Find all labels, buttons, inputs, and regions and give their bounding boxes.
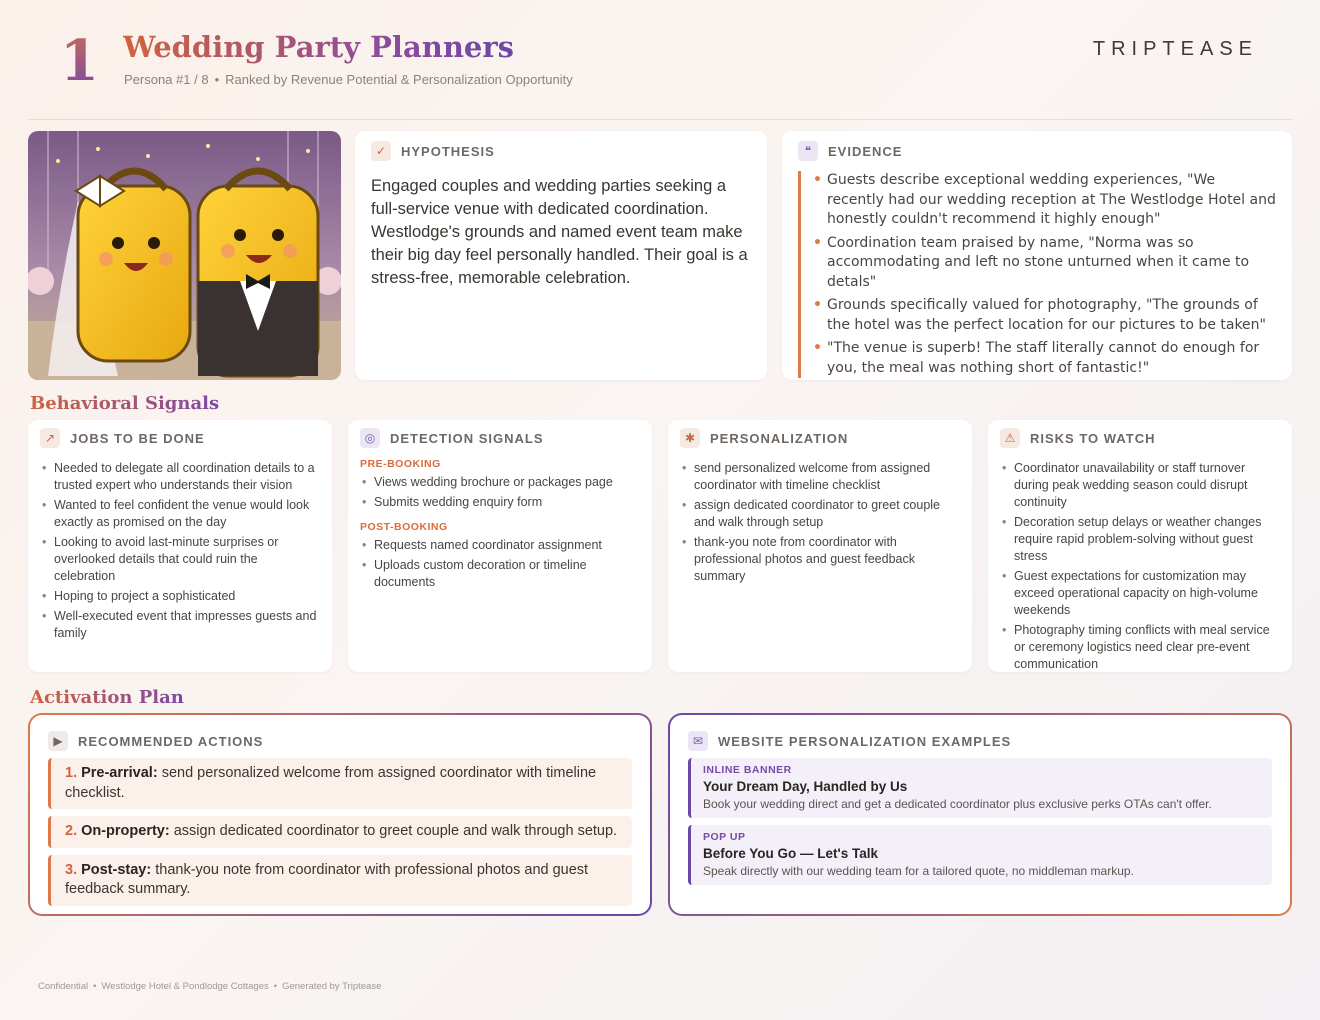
evidence-item: • Coordination team praised by name, "Norma was so accommodating and left no stone unturned when it came to detals": [813, 234, 1276, 293]
list-item: • Wanted to feel confident the venue would look exactly as promised on the day: [40, 497, 320, 531]
list-item: • thank-you note from coordinator with professional photos and guest feedback summary: [680, 534, 960, 585]
list-item: • Uploads custom decoration or timeline documents: [360, 557, 640, 591]
wedding-suitcases-illustration: [28, 131, 341, 380]
evidence-header: [798, 141, 1276, 161]
persona-illustration: [28, 131, 341, 380]
post-booking-label: POST-BOOKING: [360, 521, 448, 533]
persona-count: Persona #1 / 8: [124, 72, 209, 87]
check-icon: ✓: [371, 141, 391, 161]
hypothesis-heading: HYPOTHESIS: [401, 143, 495, 159]
example-body: Book your wedding direct and get a dedicated coordinator plus exclusive perks OTAs can't offer.: [703, 797, 1212, 811]
hypothesis-text: Engaged couples and wedding parties seeking a full-service venue with dedicated coordination. Westlodge's grounds and named event team make their big day feel personally handled. Their goal is a stress-free, memorable celebration.: [371, 177, 748, 287]
website-header: [688, 731, 1272, 751]
example-headline: Before You Go — Let's Talk: [703, 846, 878, 861]
evidence-card: [782, 131, 1292, 380]
list-item: • Guest expectations for customization may exceed operational capacity on high-volume weekends: [1000, 568, 1280, 619]
personalization-heading: PERSONALIZATION: [710, 430, 849, 446]
personalization-list: [680, 460, 960, 585]
actions-header: [48, 731, 632, 751]
evidence-item: • Guests describe exceptional wedding experiences, "We recently had our wedding reception at The Westlodge Hotel and honestly couldn't recommend it highly enough": [813, 171, 1276, 230]
example-pop-up: [688, 825, 1272, 885]
list-item: • Hoping to project a sophisticated: [40, 588, 320, 605]
list-item: • Looking to avoid last-minute surprises or overlooked details that could ruin the celebration: [40, 534, 320, 585]
detection-header: [360, 428, 640, 448]
pre-booking-label: PRE-BOOKING: [360, 458, 441, 470]
example-kind: POP UP: [703, 831, 746, 843]
website-personalization-card: [668, 713, 1292, 916]
recommended-actions-card: [28, 713, 652, 916]
list-item: • Requests named coordinator assignment: [360, 537, 640, 554]
mail-icon: ✉: [688, 731, 708, 751]
behavioral-signals-title: Behavioral Signals: [30, 393, 220, 414]
list-item: • Views wedding brochure or packages page: [360, 474, 640, 491]
jobs-heading: JOBS TO BE DONE: [70, 430, 205, 446]
jobs-card: [28, 420, 332, 672]
activation-plan-title: Activation Plan: [30, 687, 184, 708]
detection-heading: DETECTION SIGNALS: [390, 430, 544, 446]
footer-confidential: Confidential: [38, 981, 89, 992]
list-item: • assign dedicated coordinator to greet couple and walk through setup: [680, 497, 960, 531]
radar-icon: ◎: [360, 428, 380, 448]
page-title: Wedding Party Planners: [123, 30, 514, 64]
page-header: [0, 0, 1320, 120]
action-item: 3. Post-stay: thank-you note from coordinator with professional photos and guest feedback summary.: [48, 855, 632, 906]
recommended-actions-inner: [30, 715, 650, 914]
hypothesis-header: [371, 141, 751, 161]
list-item: • Coordinator unavailability or staff turnover during peak wedding season could disrupt continuity: [1000, 460, 1280, 511]
arrow-up-right-icon: ↗: [40, 428, 60, 448]
hypothesis-card: [355, 131, 767, 380]
persona-number: 1: [60, 28, 99, 94]
list-item: • Decoration setup delays or weather changes require rapid problem-solving without guest stress: [1000, 514, 1280, 565]
post-booking-list: [360, 537, 640, 591]
risks-heading: RISKS TO WATCH: [1030, 430, 1156, 446]
jobs-header: [40, 428, 320, 448]
evidence-item: • Grounds specifically valued for photography, "The grounds of the hotel was the perfect location for our pictures to be taken": [813, 296, 1276, 335]
list-item: • Submits wedding enquiry form: [360, 494, 640, 511]
pre-booking-list: [360, 474, 640, 511]
actions-heading: RECOMMENDED ACTIONS: [78, 733, 264, 749]
jobs-list: [40, 460, 320, 642]
action-item: 1. Pre-arrival: send personalized welcome from assigned coordinator with timeline checklist.: [48, 758, 632, 809]
quote-icon: ❝: [798, 141, 818, 161]
personalization-card: [668, 420, 972, 672]
evidence-list: [798, 171, 1276, 378]
sparkle-icon: ✱: [680, 428, 700, 448]
brand-logo: TRIPTEASE: [1092, 38, 1258, 60]
example-kind: INLINE BANNER: [703, 764, 792, 776]
list-item: • Well-executed event that impresses guests and family: [40, 608, 320, 642]
footer-hotel: Westlodge Hotel & Pondlodge Cottages: [101, 981, 269, 992]
example-headline: Your Dream Day, Handled by Us: [703, 779, 908, 794]
list-item: • Photography timing conflicts with meal service or ceremony logistics need clear pre-event communication: [1000, 622, 1280, 673]
ranking-note: Ranked by Revenue Potential & Personalization Opportunity: [225, 72, 573, 87]
warning-icon: ⚠: [1000, 428, 1020, 448]
website-heading: WEBSITE PERSONALIZATION EXAMPLES: [718, 733, 1012, 749]
website-personalization-inner: [670, 715, 1290, 914]
header-divider: [28, 119, 1293, 120]
risks-header: [1000, 428, 1280, 448]
action-item: 2. On-property: assign dedicated coordinator to greet couple and walk through setup.: [48, 816, 632, 848]
example-inline-banner: [688, 758, 1272, 818]
evidence-item: • "The venue is superb! The staff literally cannot do enough for you, the meal was nothing short of fantastic!": [813, 339, 1276, 378]
evidence-heading: EVIDENCE: [828, 143, 903, 159]
page-subtitle: Persona #1 / 8 • Ranked by Revenue Potential & Personalization Opportunity: [124, 72, 573, 87]
personalization-header: [680, 428, 960, 448]
page-footer: Confidential • Westlodge Hotel & Pondlodge Cottages • Generated by Triptease: [38, 981, 382, 992]
list-item: • Needed to delegate all coordination details to a trusted expert who understands their vision: [40, 460, 320, 494]
risks-card: [988, 420, 1292, 672]
detection-card: [348, 420, 652, 672]
risks-list: [1000, 460, 1280, 673]
play-icon: ▶: [48, 731, 68, 751]
footer-generated: Generated by Triptease: [282, 981, 382, 992]
list-item: • send personalized welcome from assigned coordinator with timeline checklist: [680, 460, 960, 494]
example-body: Speak directly with our wedding team for a tailored quote, no middleman markup.: [703, 864, 1134, 878]
